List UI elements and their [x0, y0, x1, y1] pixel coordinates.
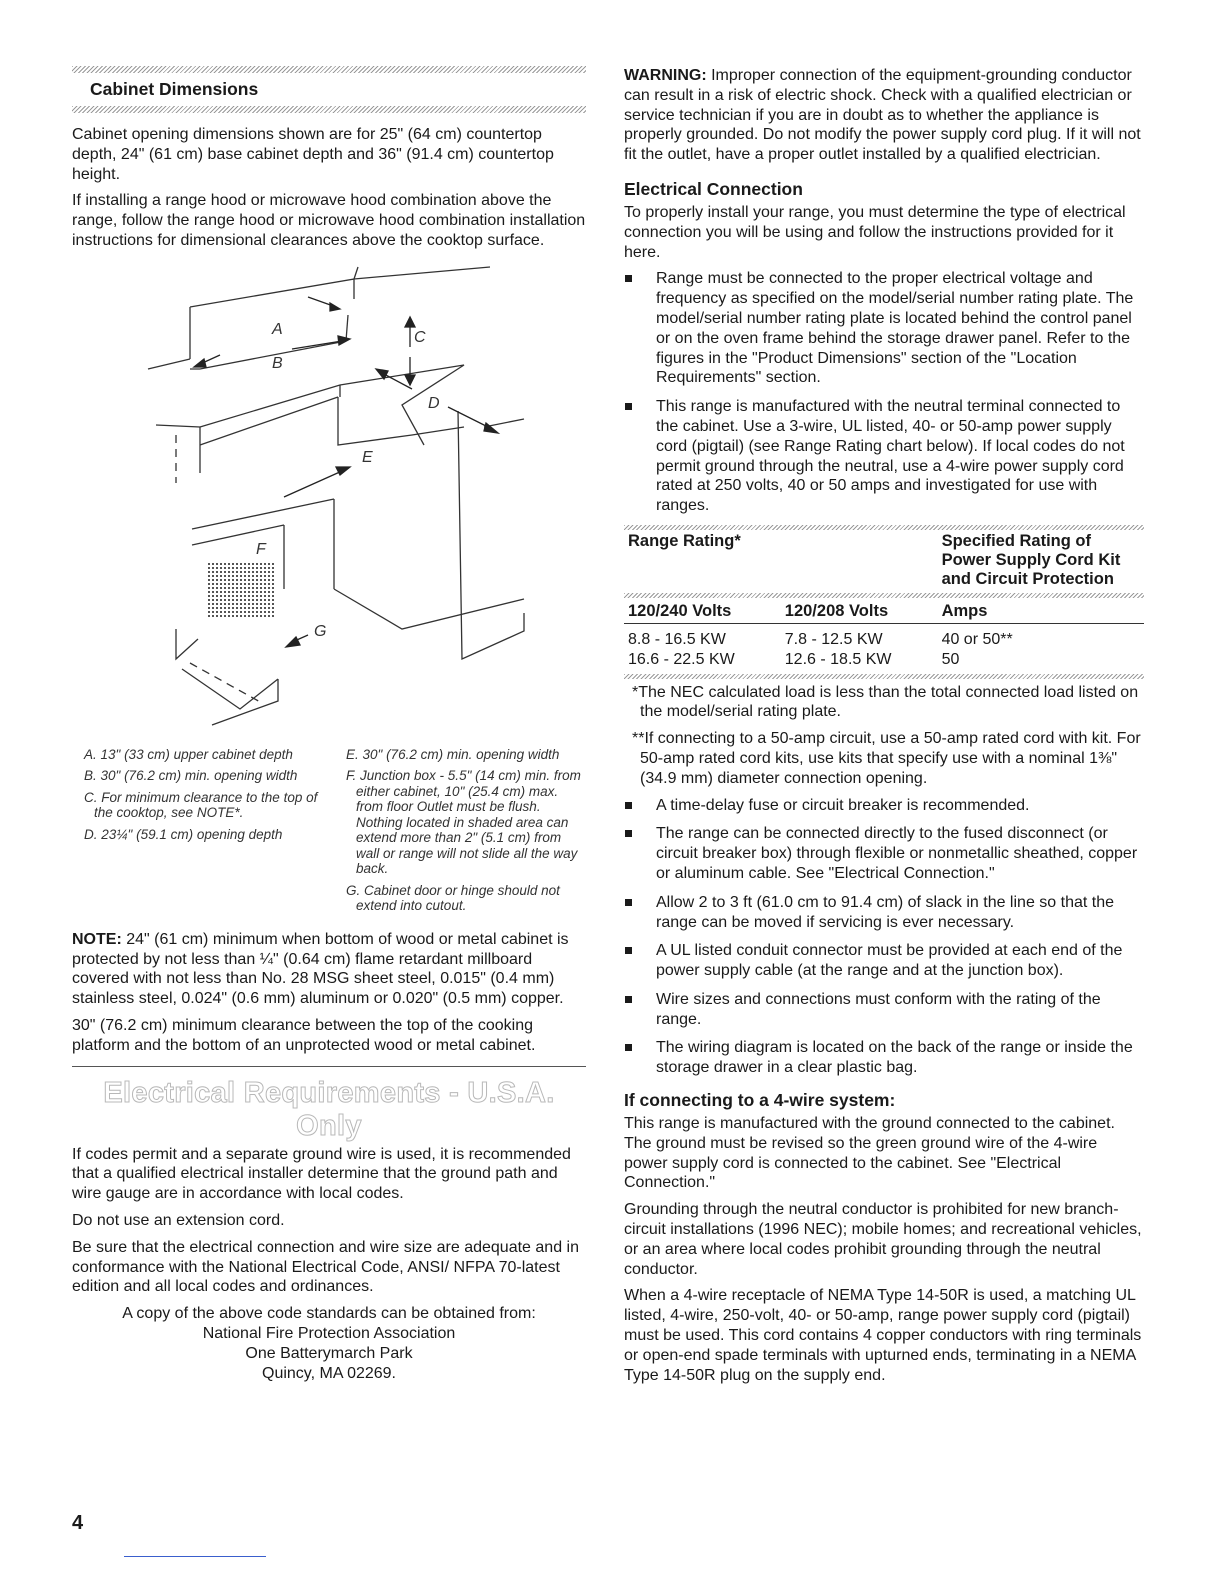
table-cell: 12.6 - 18.5 KW	[784, 650, 892, 668]
legend-item-d: D. 23¼" (59.1 cm) opening depth	[84, 826, 283, 842]
legend-item-e: E. 30" (76.2 cm) min. opening width	[346, 746, 560, 762]
elec-paragraph-2: Do not use an extension cord.	[72, 1211, 285, 1229]
table-cell: 40 or 50**	[941, 630, 1013, 648]
section-rule-top	[72, 66, 586, 73]
elec-paragraph-3: Be sure that the electrical connection and wire size are adequate and in conformance with the National Electrical Code, ANSI/ NFPA 70-latest edition and all local codes and ordinances.	[72, 1238, 579, 1296]
table-row	[624, 650, 1144, 670]
four-wire-heading: If connecting to a 4-wire system:	[624, 1090, 896, 1111]
warning-paragraph	[624, 66, 1144, 165]
four-wire-paragraph-3: When a 4-wire receptacle of NEMA Type 14-50R is used, a matching UL listed, 4-wire, 250-volt, 40- or 50-amp, range power supply cord (pigtail) must be used. This cord contains 4 copper conductors with ring terminals or open-end spade terminals with upturned ends, terminating in a NEMA Type 14-50R plug on the supply end.	[624, 1287, 1142, 1384]
bullet-item: Range must be connected to the proper electrical voltage and frequency as specified on the model/serial number rating plate. The model/serial number rating plate is located behind the control panel or on the oven frame behind the storage drawer panel. Refer to the figures in the "Product Dimensions" section of the "Location Requirements" section.	[624, 269, 1144, 388]
diagram-legend	[72, 747, 586, 920]
address-line-2: One Batterymarch Park	[245, 1344, 413, 1362]
table-row	[624, 630, 1144, 650]
legend-item-a: A. 13" (33 cm) upper cabinet depth	[84, 746, 293, 762]
cabinet-diagram-drawing	[72, 259, 586, 745]
warning-text: Improper connection of the equipment-grounding conductor can result in a risk of electric shock. Check with a qualified electrician or service technician if you are in doubt as to whether the appliance is properly grounded. Do not modify the power supply cord plug. If it will not fit the outlet, have a proper outlet installed by a qualified electrician.	[624, 67, 1141, 164]
cabinet-diagram	[72, 259, 586, 745]
clearance-paragraph: 30" (76.2 cm) minimum clearance between the top of the cooking platform and the bottom of an unprotected wood or metal cabinet.	[72, 1016, 536, 1054]
cabinet-paragraph-1: Cabinet opening dimensions shown are for 25" (64 cm) countertop depth, 24" (61 cm) base cabinet depth and 36" (91.4 cm) countertop height.	[72, 126, 554, 183]
note-label: NOTE:	[72, 930, 122, 948]
bullet-item: The wiring diagram is located on the back of the range or inside the storage drawer in a clear plastic bag.	[624, 1038, 1144, 1078]
col-header-amps: Amps	[941, 601, 988, 620]
cabinet-paragraph-2: If installing a range hood or microwave hood combination above the range, follow the range hood or microwave hood combination installation instructions for dimensional clearances above the cooktop surface.	[72, 192, 586, 249]
table-cell: 8.8 - 16.5 KW	[628, 630, 726, 648]
footer-line	[124, 1556, 266, 1557]
specified-rating-header: Specified Rating of Power Supply Cord Kit and Circuit Protection	[941, 531, 1121, 588]
section-divider	[72, 1066, 586, 1067]
address-block	[72, 1324, 586, 1383]
legend-item-g: G. Cabinet door or hinge should not extend into cutout.	[346, 882, 560, 914]
legend-column-1	[72, 747, 334, 920]
note-text: 24" (61 cm) minimum when bottom of wood or metal cabinet is protected by not less than ¼" (0.64 cm) flame retardant millboard covered with not less than No. 28 MSG sheet steel, 0.015" (0.4 mm) stainless steel, 0.024" (0.6 mm) aluminum or 0.020" (0.5 mm) copper.	[72, 930, 569, 1008]
bullet-item: A time-delay fuse or circuit breaker is recommended.	[624, 796, 1144, 816]
page-number: 4	[72, 1512, 84, 1534]
legend-item-b: B. 30" (76.2 cm) min. opening width	[84, 768, 298, 784]
warning-label: WARNING:	[624, 67, 707, 84]
table-rule-mid	[624, 593, 1144, 598]
diagram-label-e: E	[362, 448, 373, 466]
diagram-label-c: C	[414, 328, 426, 346]
bullet-item: The range can be connected directly to the fused disconnect (or circuit breaker box) through flexible or nonmetallic sheathed, copper or aluminum cable. See "Electrical Connection."	[624, 824, 1144, 883]
electrical-requirements-heading: Electrical Requirements - U.S.A. Only	[103, 1076, 555, 1142]
section-rule-bottom	[72, 106, 586, 113]
bullet-list-1	[624, 269, 1144, 516]
range-rating-table	[624, 530, 1144, 670]
diagram-label-d: D	[428, 394, 440, 412]
bullet-item: Allow 2 to 3 ft (61.0 cm to 91.4 cm) of slack in the line so that the range can be moved if servicing is ever necessary.	[624, 893, 1144, 933]
footnote-2: **If connecting to a 50-amp circuit, use a 50-amp rated cord with kit. For 50-amp rated cord kits, use kits that specify use with a nominal 1⅜" (34.9 mm) diameter connection opening.	[632, 730, 1141, 787]
table-header-row-2	[624, 600, 1144, 624]
note-paragraph	[72, 930, 586, 1009]
diagram-label-a: A	[272, 320, 283, 338]
elec-paragraph-4: A copy of the above code standards can be obtained from:	[122, 1305, 536, 1323]
cabinet-dimensions-heading: Cabinet Dimensions	[90, 79, 259, 99]
left-column	[72, 66, 586, 1383]
table-cell: 16.6 - 22.5 KW	[628, 650, 735, 668]
junction-box-shaded-area	[206, 561, 276, 617]
elec-paragraph-1: If codes permit and a separate ground wire is used, it is recommended that a qualified electrical installer determine that the ground path and wire gauge are in accordance with local codes.	[72, 1145, 571, 1203]
col-header-208: 120/208 Volts	[784, 601, 889, 620]
diagram-label-f: F	[256, 540, 266, 558]
four-wire-paragraph-1: This range is manufactured with the ground connected to the cabinet. The ground must be revised so the green ground wire of the 4-wire power supply cord is connected to the cabinet. See "Electrical Connection."	[624, 1115, 1115, 1192]
diagram-label-b: B	[272, 354, 283, 372]
table-cell: 50	[941, 650, 960, 668]
legend-item-c: C. For minimum clearance to the top of the cooktop, see NOTE*.	[84, 789, 318, 821]
electrical-connection-heading: Electrical Connection	[624, 178, 803, 199]
diagram-label-g: G	[314, 622, 327, 640]
address-line-3: Quincy, MA 02269.	[262, 1364, 396, 1382]
address-line-1: National Fire Protection Association	[202, 1324, 456, 1342]
table-rule-bottom	[624, 674, 1144, 679]
electrical-connection-paragraph: To properly install your range, you must determine the type of electrical connection you will be using and follow the instructions provided for it here.	[624, 203, 1126, 261]
bullet-item: Wire sizes and connections must conform with the rating of the range.	[624, 990, 1144, 1030]
four-wire-paragraph-2: Grounding through the neutral conductor is prohibited for new branch-circuit installations (1996 NEC); mobile homes; and recreational vehicles, or an area where local codes prohibit grounding through the neutral conductor.	[624, 1201, 1142, 1278]
table-cell: 7.8 - 12.5 KW	[784, 630, 883, 648]
legend-column-2	[334, 747, 586, 920]
bullet-item: This range is manufactured with the neutral terminal connected to the cabinet. Use a 3-wire, UL listed, 40- or 50-amp power supply cord (pigtail) (see Range Rating chart below). If local codes do not permit ground through the neutral, use a 4-wire power supply cord rated at 250 volts, 40 or 50 amps and investigated for use with ranges.	[624, 397, 1144, 516]
col-header-240: 120/240 Volts	[628, 601, 732, 620]
right-column	[624, 66, 1144, 1392]
legend-item-f: F. Junction box - 5.5" (14 cm) min. from either cabinet, 10" (25.4 cm) max. from floor Outlet must be flush. Nothing located in shaded area can extend more than 2" (5.1 cm) from wall or range will not slide all the way back.	[346, 768, 581, 877]
bullet-list-2	[624, 796, 1144, 1079]
footnote-1: *The NEC calculated load is less than the total connected load listed on the model/serial rating plate.	[632, 683, 1139, 721]
range-rating-header: Range Rating*	[628, 531, 741, 550]
table-header-row-1	[624, 530, 1144, 591]
bullet-item: A UL listed conduit connector must be provided at each end of the power supply cable (at the range and at the junction box).	[624, 941, 1144, 981]
cabinet-outline	[148, 267, 524, 725]
